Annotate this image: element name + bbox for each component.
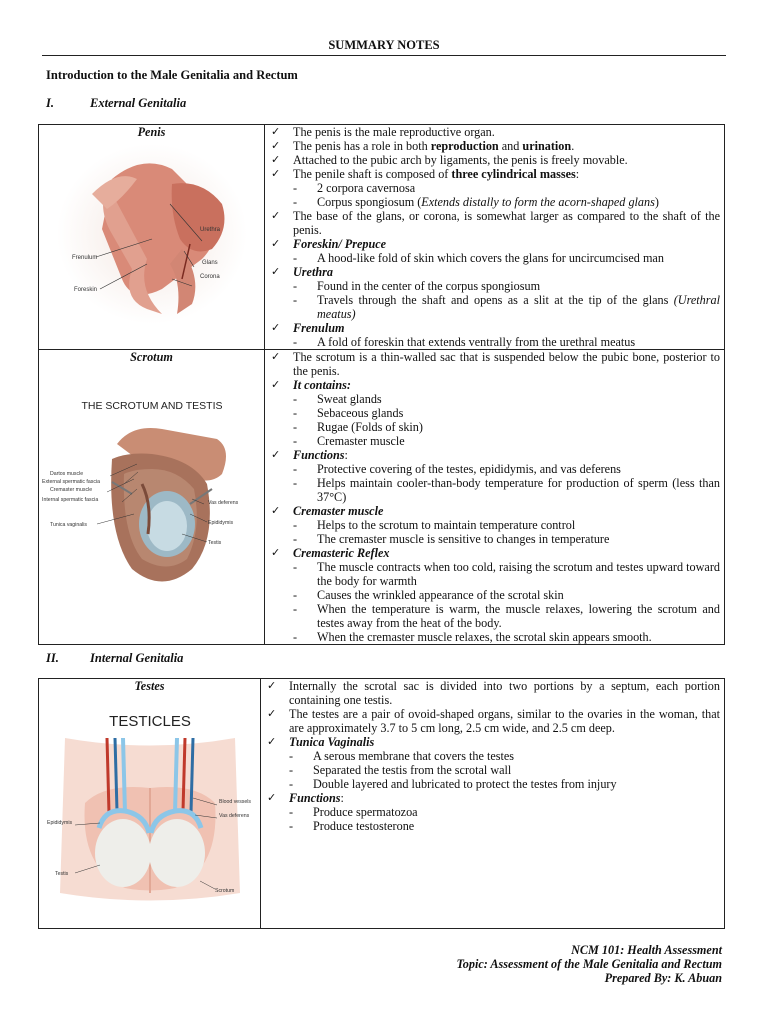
diagram-label: Frenulum bbox=[71, 255, 97, 261]
footer-author: Prepared By: K. Abuan bbox=[604, 971, 722, 985]
sub-bullet: - A fold of foreskin that extends ventrally from the urethral meatus bbox=[271, 335, 720, 349]
bullet-heading: ✓ Functions: bbox=[271, 448, 720, 462]
bullet: ✓ The penis has a role in both reproduction and urination. bbox=[271, 139, 720, 153]
bullet: ✓ The base of the glans, or corona, is somewhat larger as compared to the shaft of the penis. bbox=[271, 209, 720, 237]
diagram-label: Testis bbox=[207, 540, 221, 546]
row-label: Scrotum bbox=[130, 350, 173, 364]
diagram-label: Glans bbox=[201, 260, 218, 266]
sub-bullet: - Cremaster muscle bbox=[271, 434, 720, 448]
sub-bullet: - Corpus spongiosum (Extends distally to form the acorn-shaped glans) bbox=[271, 195, 720, 209]
section-number: II. bbox=[46, 651, 59, 665]
penis-row bbox=[39, 125, 725, 350]
footer-course: NCM 101: Health Assessment bbox=[571, 943, 722, 957]
penis-notes bbox=[265, 125, 724, 349]
sub-bullet: - Sweat glands bbox=[271, 392, 720, 406]
testes-notes bbox=[261, 679, 724, 833]
sub-bullet: - Produce testosterone bbox=[267, 819, 720, 833]
penis-label-cell bbox=[39, 125, 265, 350]
section-internal-heading bbox=[46, 651, 183, 666]
sub-bullet: - Travels through the shaft and opens as a slit at the tip of the glans (Urethral meatus) bbox=[271, 293, 720, 321]
diagram-label: Vas deferens bbox=[207, 500, 238, 506]
sub-bullet: - Causes the wrinkled appearance of the scrotal skin bbox=[271, 588, 720, 602]
external-genitalia-table bbox=[38, 124, 725, 645]
scrotum-label-cell bbox=[39, 350, 265, 645]
row-label: Penis bbox=[137, 125, 166, 139]
testes-illustration bbox=[45, 693, 255, 908]
bullet: ✓ The penile shaft is composed of three cylindrical masses: bbox=[271, 167, 720, 181]
bullet-heading: ✓ Cremasteric Reflex bbox=[271, 546, 720, 560]
diagram-label: Tunica vaginalis bbox=[49, 522, 87, 528]
bullet-heading: ✓ Frenulum bbox=[271, 321, 720, 335]
sub-bullet: - When the temperature is warm, the muscle relaxes, lowering the scrotum and testes away from the heat of the body. bbox=[271, 602, 720, 630]
scrotum-notes-cell bbox=[265, 350, 725, 645]
sub-bullet: - When the cremaster muscle relaxes, the scrotal skin appears smooth. bbox=[271, 630, 720, 644]
sub-bullet: - Found in the center of the corpus spongiosum bbox=[271, 279, 720, 293]
internal-genitalia-table bbox=[38, 678, 725, 929]
diagram-label: Internal spermatic fascia bbox=[41, 497, 98, 503]
bullet: ✓ The testes are a pair of ovoid-shaped organs, similar to the ovaries in the woman, that are approximately 3.7 to 5 cm long, 2.5 cm wide, and 2.5 cm deep. bbox=[267, 707, 720, 735]
bullet-heading: ✓ Urethra bbox=[271, 265, 720, 279]
sub-bullet: - Protective covering of the testes, epididymis, and vas deferens bbox=[271, 462, 720, 476]
diagram-title: TESTICLES bbox=[108, 713, 191, 730]
diagram-label: Dartos muscle bbox=[49, 471, 83, 477]
penis-notes-cell bbox=[265, 125, 725, 350]
diagram-label: External spermatic fascia bbox=[41, 479, 100, 485]
diagram-label: Epididymis bbox=[46, 820, 72, 826]
diagram-label: Scrotum bbox=[214, 888, 234, 894]
sub-bullet: - Helps maintain cooler-than-body temperature for production of sperm (less than 37°C) bbox=[271, 476, 720, 504]
bullet-heading: ✓ Tunica Vaginalis bbox=[267, 735, 720, 749]
row-label: Testes bbox=[134, 679, 165, 693]
testes-label-cell bbox=[39, 679, 261, 929]
diagram-title: THE SCROTUM AND TESTIS bbox=[81, 400, 222, 412]
sub-bullet: - Helps to the scrotum to maintain temperature control bbox=[271, 518, 720, 532]
page-header: SUMMARY NOTES bbox=[328, 38, 440, 52]
intro-heading: Introduction to the Male Genitalia and Rectum bbox=[46, 68, 298, 82]
scrotum-notes bbox=[265, 350, 724, 644]
bullet: ✓ Internally the scrotal sac is divided into two portions by a septum, each portion containing one testis. bbox=[267, 679, 720, 707]
testes-row bbox=[39, 679, 725, 929]
diagram-label: Epididymis bbox=[207, 520, 233, 526]
bullet-heading: ✓ Cremaster muscle bbox=[271, 504, 720, 518]
sub-bullet: - A serous membrane that covers the testes bbox=[267, 749, 720, 763]
diagram-label: Testis bbox=[54, 871, 68, 877]
section-title: External Genitalia bbox=[90, 96, 187, 110]
bullet: ✓ Attached to the pubic arch by ligaments, the penis is freely movable. bbox=[271, 153, 720, 167]
scrotum-row bbox=[39, 350, 725, 645]
section-number: I. bbox=[46, 96, 54, 110]
sub-bullet: - Rugae (Folds of skin) bbox=[271, 420, 720, 434]
bullet-heading: ✓ Functions: bbox=[267, 791, 720, 805]
diagram-label: Cremaster muscle bbox=[49, 487, 92, 493]
scrotum-illustration bbox=[42, 364, 262, 599]
sub-bullet: - Sebaceous glands bbox=[271, 406, 720, 420]
diagram-label: Corona bbox=[199, 274, 220, 280]
diagram-label: Vas deferens bbox=[218, 813, 249, 819]
sub-bullet: - 2 corpora cavernosa bbox=[271, 181, 720, 195]
section-title: Internal Genitalia bbox=[90, 651, 184, 665]
bullet: ✓ The penis is the male reproductive organ. bbox=[271, 125, 720, 139]
bullet: ✓ The scrotum is a thin-walled sac that is suspended below the pubic bone, posterior to the penis. bbox=[271, 350, 720, 378]
sub-bullet: - Separated the testis from the scrotal wall bbox=[267, 763, 720, 777]
sub-bullet: - Double layered and lubricated to protect the testes from injury bbox=[267, 777, 720, 791]
penis-illustration bbox=[52, 139, 252, 329]
section-external-heading bbox=[46, 96, 186, 111]
bullet-heading: ✓ It contains: bbox=[271, 378, 720, 392]
sub-bullet: - Produce spermatozoa bbox=[267, 805, 720, 819]
diagram-label: Blood vessels bbox=[218, 799, 251, 805]
bullet-heading: ✓ Foreskin/ Prepuce bbox=[271, 237, 720, 251]
header-rule bbox=[42, 55, 726, 56]
sub-bullet: - The cremaster muscle is sensitive to changes in temperature bbox=[271, 532, 720, 546]
diagram-label: Urethra bbox=[199, 227, 220, 233]
testes-notes-cell bbox=[261, 679, 725, 929]
diagram-label: Foreskin bbox=[73, 287, 97, 293]
footer-topic: Topic: Assessment of the Male Genitalia and Rectum bbox=[456, 957, 722, 971]
page-footer bbox=[456, 943, 722, 985]
sub-bullet: - The muscle contracts when too cold, raising the scrotum and testes upward toward the body for warmth bbox=[271, 560, 720, 588]
sub-bullet: - A hood-like fold of skin which covers the glans for uncircumcised man bbox=[271, 251, 720, 265]
